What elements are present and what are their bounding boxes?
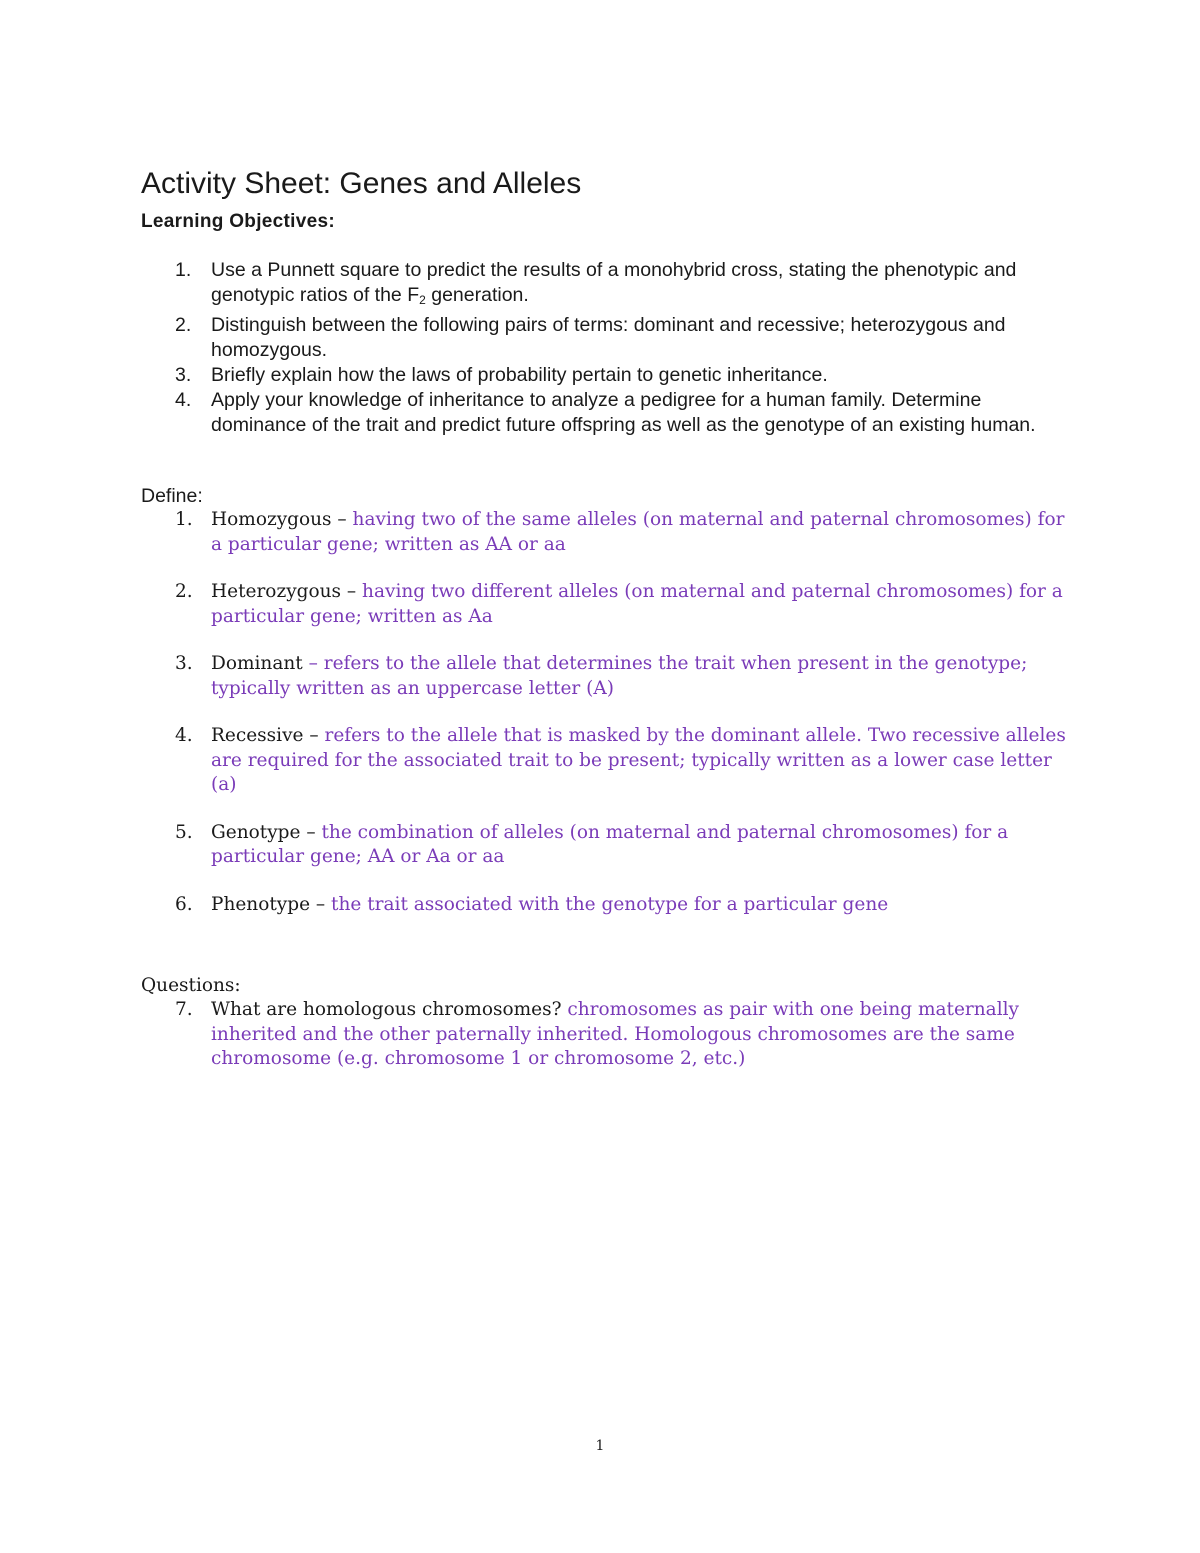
definition-term: Phenotype –	[211, 893, 326, 915]
questions-label: Questions:	[141, 975, 241, 996]
definition-answer: having two different alleles (on maternal and paternal chromosomes) for a particular gene; written as Aa	[211, 581, 1063, 627]
questions-list	[141, 998, 1071, 1072]
definition-term: Dominant	[211, 653, 309, 674]
objective-subscript: 2	[419, 293, 426, 307]
objective-text: Use a Punnett square to predict the results of a monohybrid cross, stating the phenotypic and genotypic ratios of the F	[211, 259, 1017, 306]
objective-text-end: generation.	[425, 284, 529, 306]
objective-text: Distinguish between the following pairs of terms: dominant and recessive; heterozygous and homozygous.	[211, 314, 1006, 361]
definition-answer: refers to the allele that is masked by the dominant allele. Two recessive alleles are required for the associated trait to be present; typically written as a lower case letter (a)	[211, 725, 1066, 795]
definition-item	[141, 580, 1071, 629]
objective-item	[141, 313, 1071, 363]
question-answer: chromosomes as pair with one being maternally inherited and the other paternally inherited. Homologous chromosomes are the same chromosome (e.g. chromosome 1 or chromosome 2, etc.)	[211, 999, 1019, 1069]
objective-text: Apply your knowledge of inheritance to analyze a pedigree for a human family. Determine dominance of the trait and predict future offspring as well as the genotype of an existing human.	[211, 389, 1036, 436]
definition-number: 6.	[175, 893, 193, 915]
definition-item	[141, 724, 1071, 798]
definition-answer: having two of the same alleles (on maternal and paternal chromosomes) for a particular gene; written as AA or aa	[211, 509, 1065, 555]
question-item	[141, 998, 1071, 1072]
objective-number: 4.	[175, 389, 192, 411]
objective-item	[141, 363, 1071, 388]
definition-item	[141, 821, 1071, 870]
objective-number: 1.	[175, 259, 192, 281]
page-number: 1	[595, 1438, 605, 1454]
objective-number: 2.	[175, 314, 192, 336]
page-title: Activity Sheet: Genes and Alleles	[141, 167, 582, 200]
objective-item	[141, 258, 1071, 313]
definition-number: 4.	[175, 725, 193, 746]
definition-answer: the combination of alleles (on maternal and paternal chromosomes) for a particular gene; AA or Aa or aa	[211, 821, 1009, 867]
objectives-list	[141, 258, 1071, 438]
definition-term: Heterozygous –	[211, 581, 357, 602]
definition-term: Homozygous –	[211, 509, 347, 530]
definition-term: Recessive –	[211, 725, 319, 746]
objective-item	[141, 388, 1071, 438]
definition-number: 1.	[175, 509, 193, 530]
definition-answer: – refers to the allele that determines the trait when present in the genotype; typically written as an uppercase letter (A)	[211, 653, 1028, 699]
objective-number: 3.	[175, 364, 192, 386]
definition-answer: the trait associated with the genotype for a particular gene	[325, 893, 889, 915]
question-number: 7.	[175, 999, 193, 1020]
question-text: What are homologous chromosomes?	[211, 999, 568, 1020]
definition-number: 3.	[175, 653, 193, 674]
define-label: Define:	[141, 485, 203, 507]
definition-term: Genotype –	[211, 821, 316, 843]
objectives-heading: Learning Objectives:	[141, 211, 335, 232]
definition-number: 2.	[175, 581, 193, 602]
definition-item	[141, 508, 1071, 557]
definition-item	[141, 652, 1071, 701]
objective-text: Briefly explain how the laws of probability pertain to genetic inheritance.	[211, 364, 828, 386]
definition-item	[141, 893, 1071, 918]
definitions-list	[141, 508, 1071, 940]
definition-number: 5.	[175, 821, 193, 843]
